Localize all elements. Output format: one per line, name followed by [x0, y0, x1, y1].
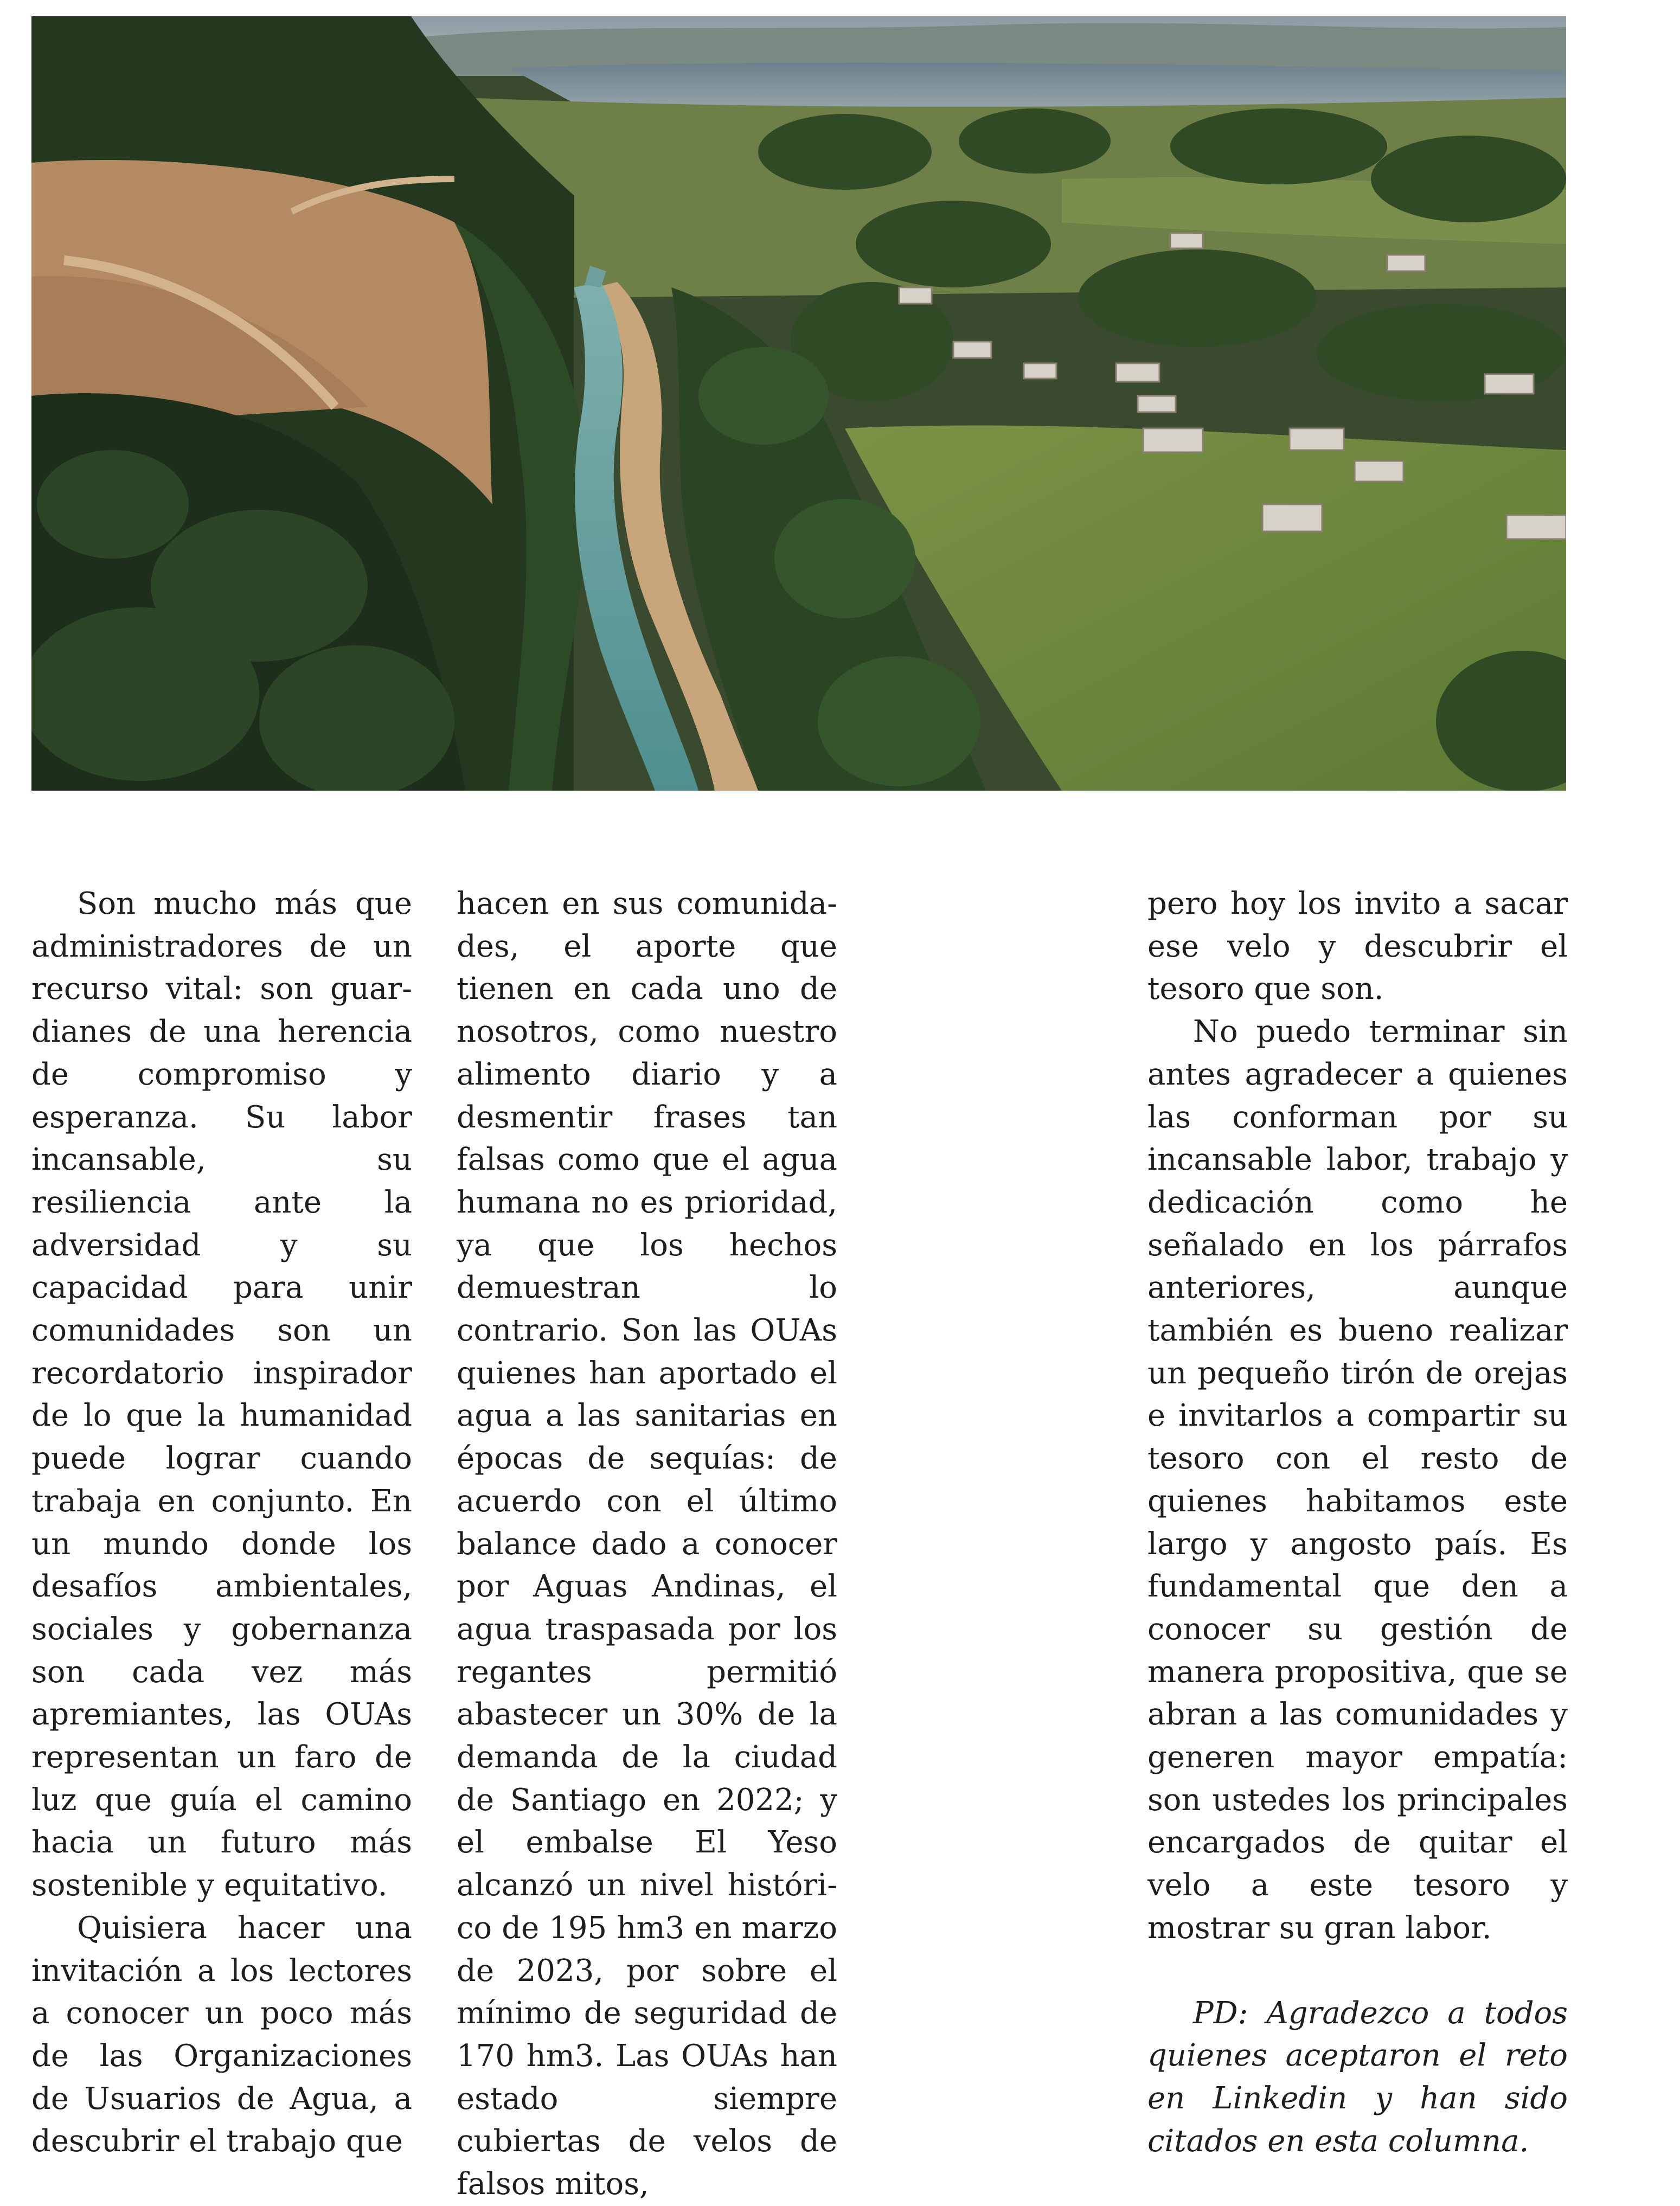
text-column-2	[457, 883, 837, 2206]
canal-landscape-illustration	[31, 16, 1566, 791]
aerial-photo-canal	[31, 16, 1566, 791]
paragraph: No puedo terminar sin antes agradecer a quienes las conforman por su incansable labor, trabajo y dedicación como he señalado en los párrafos anteriores, aunque también es bueno realizar un pequeño tirón de orejas e invitarlos a compartir su tesoro con el resto de quienes habitamos este largo y angosto país. Es fundamental que den a conocer su gestión de manera propositiva, que se abran a las comunidades y generen mayor empatía: son ustedes los principales encargados de quitar el velo a este tesoro y mostrar su gran labor.	[1147, 1014, 1568, 1946]
text-column-1	[31, 883, 412, 2163]
paragraph: Quisiera hacer una invitación a los lectores a conocer un poco más de las Organizaciones de Usuarios de Agua, a descubrir el trabajo que	[31, 1910, 412, 2159]
paragraph: hacen en sus comunidades, el aporte que tienen en cada uno de nosotros, como nuestro alimento diario y a desmentir frases tan falsas como que el agua humana no es prioridad, ya que los hechos demuestran lo contrario. Son las OUAs quienes han aportado el agua a las sanitarias en épocas de sequías: de acuerdo con el último balance dado a conocer por Aguas Andinas, el agua traspasada por los regantes permitió abastecer un 30% de la demanda de la ciudad de Santiago en 2022; y el embalse El Yeso alcanzó un nivel histórico de 195 hm3 en marzo de 2023, por sobre el mínimo de seguridad de 170 hm3. Las OUAs han estado siempre cubiertas de velos de falsos mitos,	[457, 886, 837, 2202]
paragraph: pero hoy los invito a sacar ese velo y descubrir el tesoro que son.	[1147, 886, 1568, 1007]
postscript-note: PD: Agradezco a todos quienes aceptaron el reto en Linkedin y han sido citados en esta columna.	[1147, 1995, 1568, 2159]
paragraph: Son mucho más que administradores de un recurso vital: son guardianes de una herencia de compromiso y esperanza. Su labor incansable, su resiliencia ante la adversidad y su capacidad para unir comunidades son un recordatorio inspirador de lo que la humanidad puede lograr cuando trabaja en conjunto. En un mundo donde los desafíos ambientales, sociales y gobernanza son cada vez más apremiantes, las OUAs representan un faro de luz que guía el camino hacia un futuro más sostenible y equitativo.	[31, 886, 412, 1903]
text-column-3	[1147, 883, 1568, 2163]
